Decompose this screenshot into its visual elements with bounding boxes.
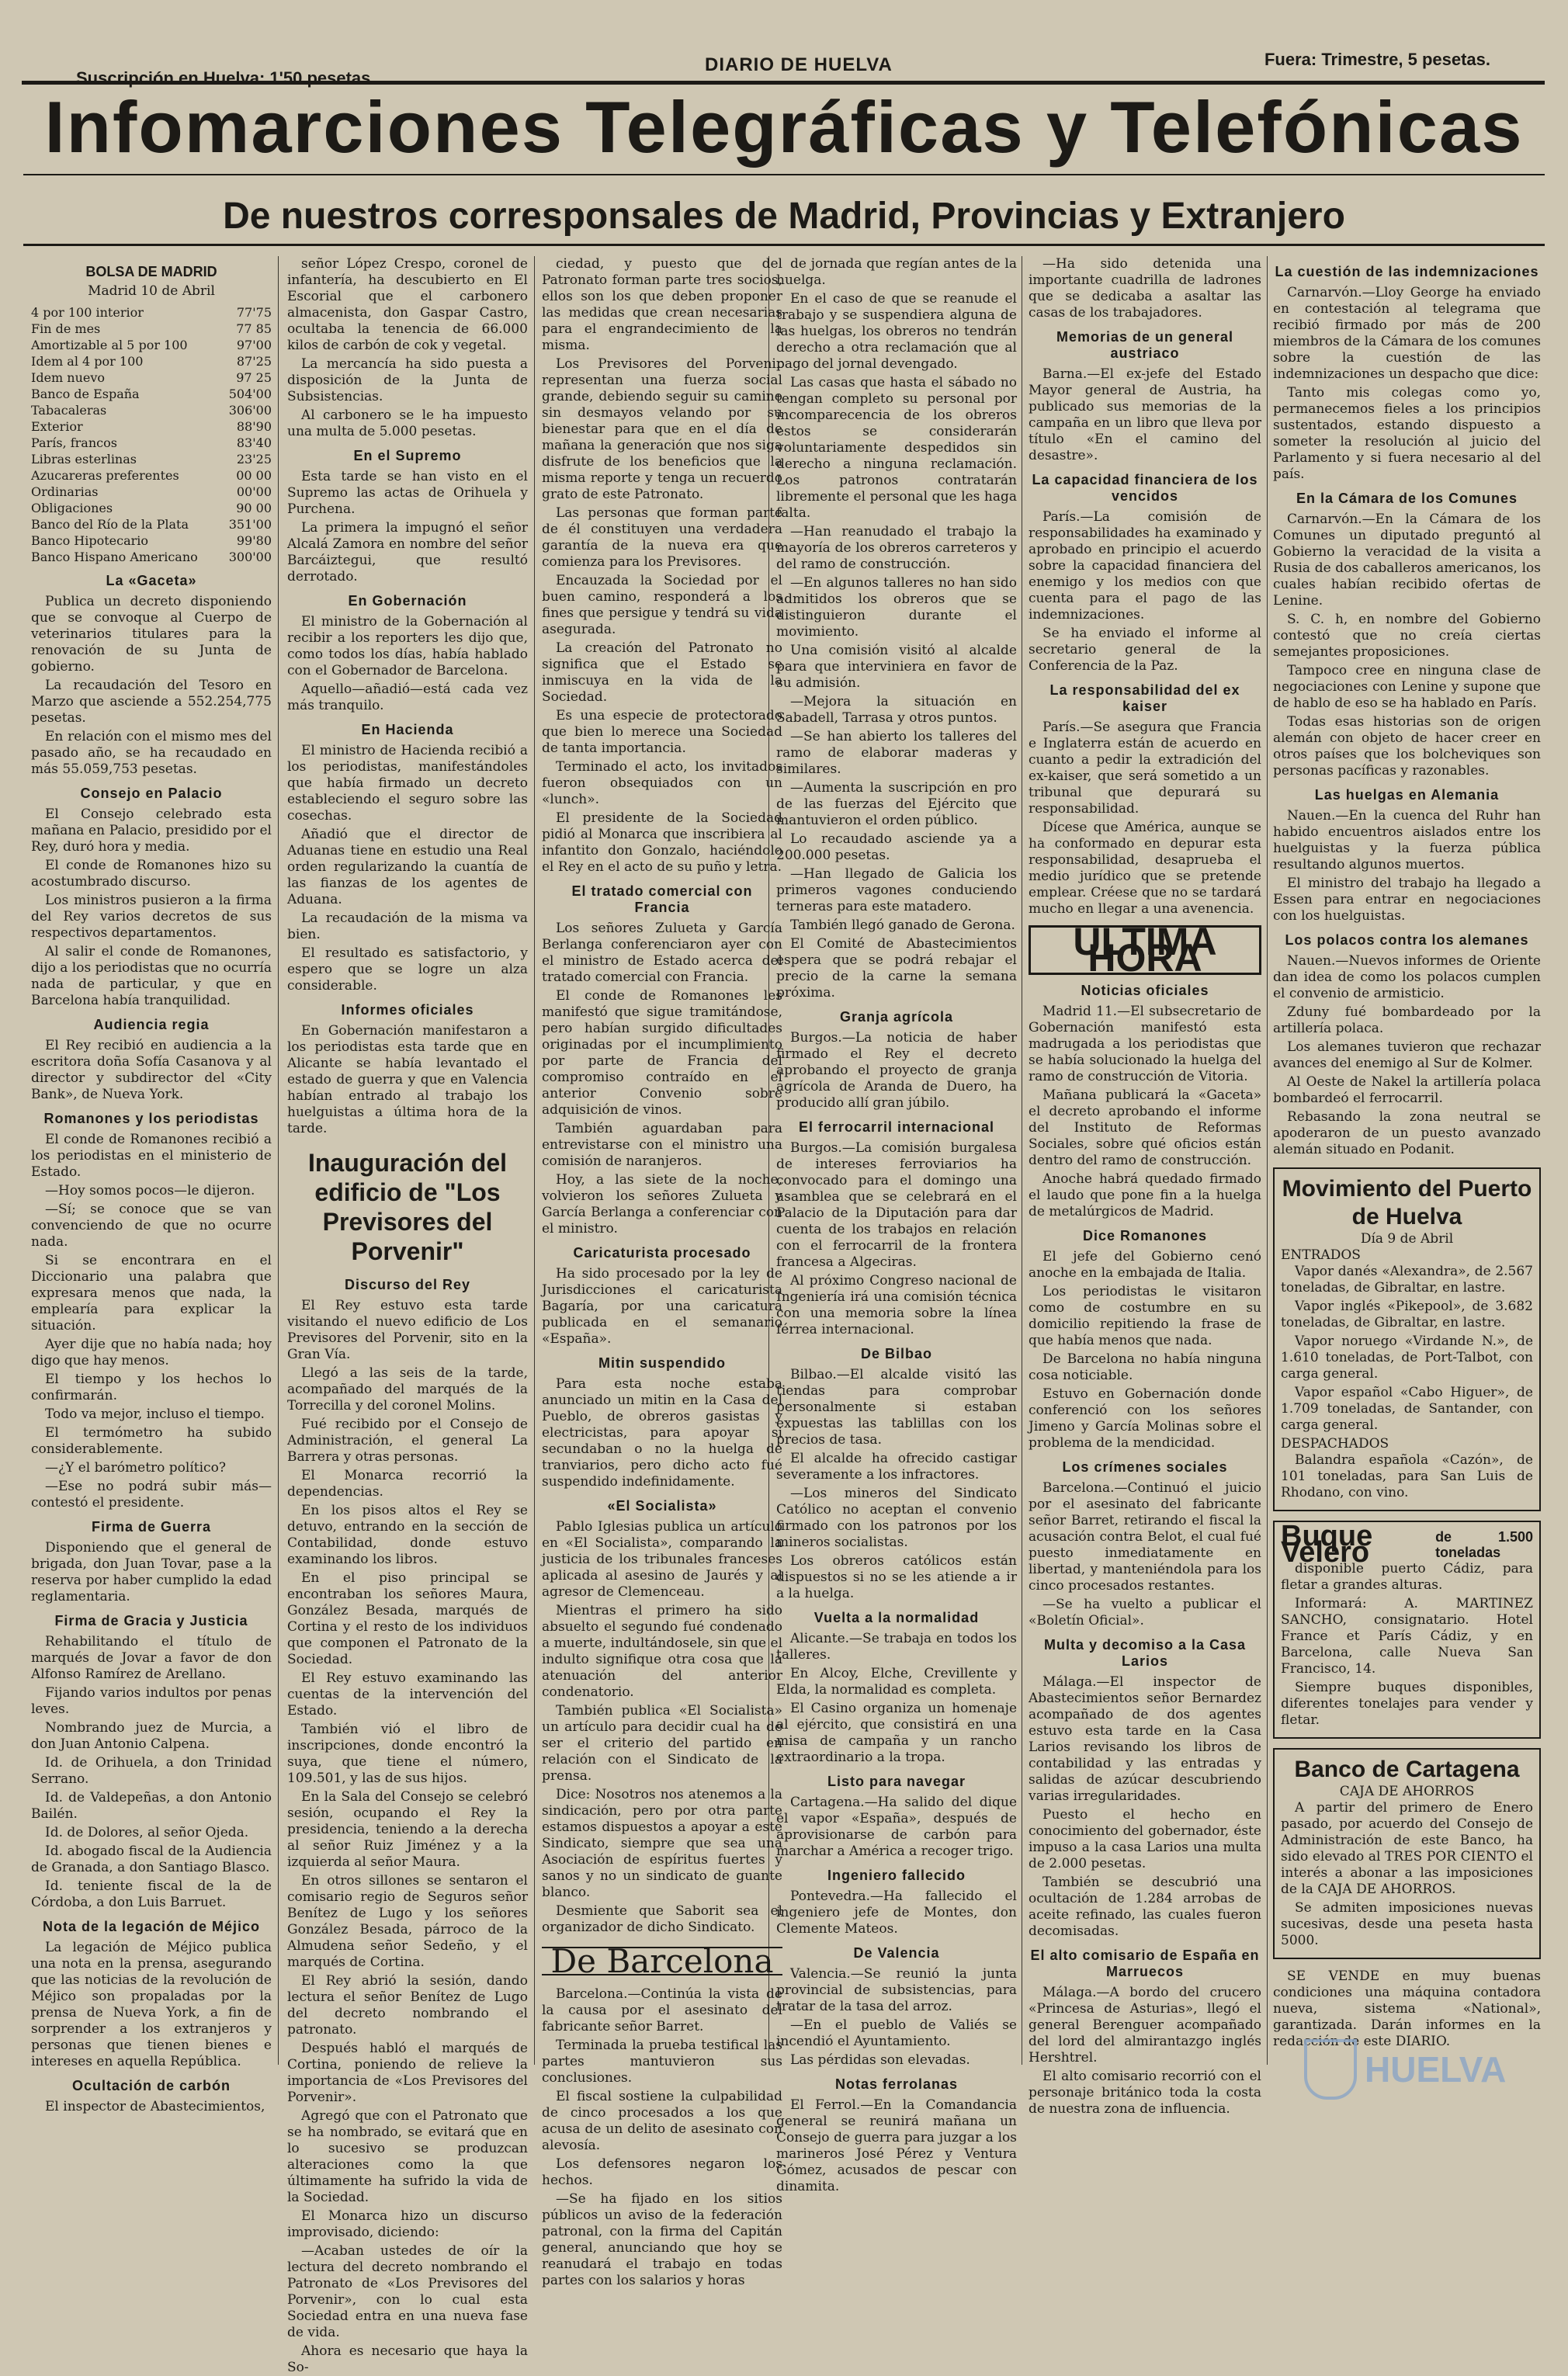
paragraph: Aquello—añadió—está cada vez más tranquilo. [287,682,528,713]
headline: En la Cámara de los Comunes [1296,491,1518,506]
paragraph: Se ha enviado el informe al secretario general de la Conferencia de la Paz. [1029,626,1261,674]
paragraph: En Alcoy, Elche, Crevillente y Elda, la normalidad es completa. [776,1666,1017,1698]
headline: Vuelta a la normalidad [813,1610,980,1625]
paragraph: La primera la impugnó el señor Alcalá Zamora en nombre del señor Barcáiztegui, que resultó derrotado. [287,520,528,584]
stock-value: 00 00 [236,468,272,483]
stock-name: Ordinarias [31,484,99,499]
stock-value: 23'25 [236,452,272,467]
paragraph: Alicante.—Se trabaja en todos los talleres. [776,1631,1017,1663]
ship-entry: Balandra española «Cazón», de 101 toneladas, para San Luis de Rhodano, con vino. [1281,1452,1533,1500]
paragraph: Desmiente que Saborit sea el organizador de dicho Sindicato. [542,1903,782,1935]
stock-value: 90 00 [236,501,272,515]
headline: En Hacienda [361,722,454,737]
headline: Caricaturista procesado [573,1245,751,1261]
paragraph: El Ferrol.—En la Comandancia general se reunirá mañana un Consejo de guerra para juzgar a los marineros José Pérez y Ventura Gómez, acusados de pescar con dinamita. [776,2097,1017,2194]
paragraph: El ministro de Hacienda recibió a los periodistas, manifestándoles que había firmado un decreto estableciendo el seguro sobre las cosechas. [287,743,528,824]
paragraph: Encauzada la Sociedad por el buen camino, responderá a los fines que persigue y tendrá su vida asegurada. [542,573,782,637]
paragraph: Una comisión visitó al alcalde para que interviniera en favor de su admisión. [776,643,1017,691]
paragraph: Ayer dije que no había nada; hoy digo que hay menos. [31,1337,272,1368]
banco-cartagena-ad [1273,1748,1541,1959]
subscription-local: Suscripción en Huelva: 1'50 pesetas [76,68,371,88]
stock-value: 504'00 [228,387,272,401]
top-line [22,45,1545,88]
stock-value: 00'00 [236,484,272,499]
banco-subtitle: CAJA DE AHORROS [1339,1784,1475,1799]
headline: Notas ferrolanas [834,2076,959,2092]
headline: La capacidad financiera de los vencidos [1032,472,1258,504]
paragraph: Pontevedra.—Ha fallecido el ingeniero jefe de Montes, don Clemente Mateos. [776,1889,1017,1937]
headline: Romanones y los periodistas [43,1111,259,1126]
headline: Multa y decomiso a la Casa Larios [1043,1637,1247,1669]
stock-row [31,386,272,402]
stock-name: Azucareras preferentes [31,468,179,483]
paragraph: La creación del Patronato no significa que el Estado se inmiscuya en la vida de la Sociedad. [542,640,782,705]
stock-name: Tabacaleras [31,403,107,418]
column-rule [278,256,279,2065]
stock-name: Banco del Río de la Plata [31,517,189,532]
paragraph: Pablo Iglesias publica un artículo en «El Socialista», comparando la justicia de los tribunales franceses aplicada al asesino de Jaurés y al agresor de Clemenceau. [542,1519,782,1600]
stock-name: Banco Hispano Americano [31,550,198,564]
paragraph: Anoche habrá quedado firmado el laudo que pone fin a la huelga de metalúrgicos de Madrid. [1029,1171,1261,1219]
stock-name: Amortizable al 5 por 100 [31,338,188,352]
headline: Ocultación de carbón [71,2078,231,2093]
paragraph: También llegó ganado de Gerona. [790,917,1015,933]
paragraph: Después habló el marqués de Cortina, poniendo de relieve la importancia de «Los Previsores del Porvenir». [287,2041,528,2105]
paragraph: También aguardaban para entrevistarse con el ministro una comisión de naranjeros. [542,1121,782,1169]
paragraph: —En algunos talleres no han sido admitidos los obreros que se distinguieron durante el movimiento. [776,575,1017,640]
paragraph: Barcelona.—Continuó el juicio por el asesinato del fabricante señor Barret, retirando el fiscal la acusación contra Belot, el cual fué puesto inmediatamente en libertad, y manteniéndola para los cinco procesados restantes. [1029,1480,1261,1594]
paragraph: —¿Y el barómetro político? [45,1460,226,1476]
column-1 [31,256,272,2114]
paragraph: S. C. h, en nombre del Gobierno contestó que no creía ciertas semejantes proposiciones. [1273,612,1541,660]
headline: Discurso del Rey [344,1277,471,1292]
paragraph: Barcelona.—Continúa la vista de la causa por el asesinato del fabricante señor Barret. [542,1986,782,2034]
stock-row [31,467,272,484]
paragraph: Id. de Orihuela, a don Trinidad Serrano. [31,1755,272,1787]
paragraph: Nauen.—Nuevos informes de Oriente dan idea de como los polacos cumplen el convenio de armisticio. [1273,953,1541,1001]
newspaper-name: DIARIO DE HUELVA [705,54,893,75]
headline: «El Socialista» [607,1498,717,1514]
paragraph: El conde de Romanones les manifestó que sigue tramitándose, pero habían surgido dificultades originadas por el incumplimiento por parte de Francia del compromiso contraído en el anterior Convenio sobre adquisición de vinos. [542,988,782,1118]
stock-row [31,418,272,435]
ad-text: disponible puerto Cádiz, para fletar a grandes alturas. [1281,1561,1533,1593]
masthead-title: Infomarciones Telegráficas y Telefónicas [23,81,1545,175]
paragraph: Ahora es necesario que haya la So- [287,2343,528,2375]
paragraph: De Barcelona no había ninguna cosa noticiable. [1029,1351,1261,1383]
paragraph: Al Oeste de Nakel la artillería polaca bombardeó el ferrocarril. [1273,1074,1541,1106]
paragraph: El termómetro ha subido considerablemente. [31,1425,272,1457]
headline: Ingeniero fallecido [827,1868,966,1883]
ad-text: Se admiten imposiciones nuevas sucesivas, desde una peseta hasta 5000. [1281,1900,1533,1948]
headline: Granja agrícola [839,1009,954,1025]
stock-row [31,402,272,418]
paragraph: La legación de Méjico publica una nota en la prensa, asegurando que las noticias de la revolución de Méjico son propaladas por la prensa de Nueva York, a fin de sorprender a los extranjeros y personas que tienen bienes e intereses en aquella República. [31,1940,272,2069]
paragraph: Agregó que con el Patronato que se ha nombrado, se evitará que en lo sucesivo se produzcan alteraciones como la que últimamente ha sufrido la vida de la Sociedad. [287,2108,528,2205]
headline: Audiencia regia [93,1017,210,1032]
paragraph: En Gobernación manifestaron a los periodistas esta tarde que en Alicante se había levantado el estado de guerra y que en Valencia habían entrado al trabajo los huelguistas a última hora de la tarde. [287,1023,528,1136]
stock-value: 88'90 [236,419,272,434]
paragraph: —Han reanudado el trabajo la mayoría de los obreros carreteros y del ramo de construcción. [776,524,1017,572]
stock-row [31,549,272,565]
stock-name: Obligaciones [31,501,113,515]
column-6 [1273,256,1541,2065]
paragraph: Añadió que el director de Aduanas tiene en estudio una Real orden regularizando la cuantía de las fianzas de los agentes de Aduana. [287,827,528,907]
paragraph: París.—Se asegura que Francia e Inglaterra están de acuerdo en cuanto a pedir la extradición del ex-kaiser, que será sometido a un tribunal que depurará su responsabilidad. [1029,720,1261,817]
stock-row [31,369,272,386]
paragraph: Lo recaudado asciende ya a 200.000 pesetas. [776,831,1017,863]
paragraph: Rehabilitando el título de marqués de Jovar a favor de don Alfonso Ramírez de Arellano. [31,1634,272,1682]
paragraph: Nauen.—En la cuenca del Ruhr han habido encuentros aislados entre los huelguistas y la fuerza pública resultando algunos muertos. [1273,808,1541,872]
headline: Las huelgas en Alemania [1314,787,1500,803]
huelva-watermark [1304,2034,1537,2104]
headline: Listo para navegar [827,1774,966,1789]
paragraph: Hoy, a las siete de la noche, volvieron los señores Zulueta y García Berlanga a conferenciar con el ministro. [542,1172,782,1237]
paragraph: Id. teniente fiscal de la de Córdoba, a don Luis Barruet. [31,1878,272,1910]
paragraph: El inspector de Abastecimientos, [45,2099,265,2114]
stock-row [31,451,272,467]
ship-entry: Vapor noruego «Virdande N.», de 1.610 toneladas, de Port-Talbot, con carga general. [1281,1334,1533,1382]
paragraph: Los obreros católicos están dispuestos si no se les atiende a ir a la huelga. [776,1553,1017,1601]
paragraph: Los periodistas le visitaron como de costumbre en su domicilio repitiendo la frase de que había menos que nada. [1029,1284,1261,1348]
paragraph: El alto comisario recorrió con el personaje británico toda la costa de nuestra zona de influencia. [1029,2069,1261,2117]
paragraph: Los señores Zulueta y García Berlanga conferenciaron ayer con el ministro de Estado acerca del tratado comercial con Francia. [542,921,782,985]
paragraph: También vió el libro de inscripciones, donde encontró la suya, que tiene el número, 109.501, y las de sus hijos. [287,1722,528,1786]
paragraph: —Los mineros del Sindicato Católico no aceptan el convenio firmado con los patronos por los mineros socialistas. [776,1486,1017,1550]
port-movement-box [1273,1167,1541,1511]
headline: Los polacos contra los alemanes [1285,932,1529,948]
stock-name: Banco Hipotecario [31,533,149,548]
paragraph: Carnarvón.—En la Cámara de los Comunes un diputado preguntó al Gobierno la veracidad de la visita a Rusia de dos caballeros americanos, los cuales habían recibido ofertas de Lenine. [1273,512,1541,609]
paragraph: Rebasando la zona neutral se apoderaron de un puesto avanzado alemán situado en Podanit. [1273,1109,1541,1157]
paragraph: El Monarca recorrió la dependencias. [287,1468,528,1500]
paragraph: El Rey recibió en audiencia a la escritora doña Sofía Casanova y al director y subdirector del «City Bank», de Nueva York. [31,1038,272,1102]
paragraph: También se descubrió una ocultación de 1.284 arrobas de aceite refinado, las cuales fueron decomisadas. [1029,1875,1261,1939]
paragraph: Mientras el primero ha sido absuelto el segundo fué condenado a muerte, indultándosele, sin que el indulto signifique otra cosa que la atenuación del anterior condenatorio. [542,1603,782,1700]
stock-table [31,304,272,565]
stock-title: BOLSA DE MADRID [85,264,217,279]
headline: Informes oficiales [341,1002,474,1018]
ad-text: Siempre buques disponibles, diferentes tonelajes para vender y fletar. [1281,1680,1533,1728]
paragraph: Zduny fué bombardeado por la artillería polaca. [1273,1004,1541,1036]
column-3 [542,256,782,2288]
paragraph: Málaga.—A bordo del crucero «Princesa de Asturias», llegó el general Berenguer acompañado del lord del almirantazgo inglés Hershtrel. [1029,1985,1261,2066]
paragraph: —Se han abierto los talleres del ramo de elaborar maderas y similares. [776,729,1017,777]
paragraph: El conde de Romanones recibió a los periodistas en el ministerio de Estado. [31,1132,272,1180]
paragraph: —Ha sido detenida una importante cuadrilla de ladrones que se dedicaba a asaltar las casas de los trabajadores. [1029,256,1261,321]
paragraph: Publica un decreto disponiendo que se convoque al Cuerpo de veterinarios titulares para la renovación de su Junta de gobierno. [31,594,272,675]
headline: Mitin suspendido [598,1355,726,1371]
column-4 [776,256,1017,2194]
paragraph: Cartagena.—Ha salido del dique el vapor «España», después de aprovisionarse de carbón para marchar a América a recoger trigo. [776,1795,1017,1859]
headline: De Bilbao [860,1346,932,1361]
paragraph: —Sí; se conoce que se van convenciendo de que no ocurre nada. [31,1202,272,1250]
paragraph: Mañana publicará la «Gaceta» el decreto aprobando el informe del Instituto de Reformas Sociales, sobre qué oficios están dentro del ramo de construcción. [1029,1087,1261,1168]
paragraph: Estuvo en Gobernación donde conferenció con los señores Jimeno y García Molinas sobre el problema de la mendicidad. [1029,1386,1261,1451]
paragraph: El alcalde ha ofrecido castigar severamente a los infractores. [776,1451,1017,1483]
paragraph: Id. de Valdepeñas, a don Antonio Bailén. [31,1790,272,1822]
stock-value: 97 25 [236,370,272,385]
paragraph: Las pérdidas son elevadas. [790,2052,970,2068]
paragraph: Id. de Dolores, al señor Ojeda. [45,1825,249,1840]
paragraph: En la Sala del Consejo se celebró sesión, ocupando el Rey la presidencia, teniendo a la derecha al señor Ruiz Jiménez y a la izquierda al señor Maura. [287,1789,528,1870]
paragraph: En otros sillones se sentaron el comisario regio de Seguros señor Benítez de Lugo y los señores González Besada, párroco de la Almudena señor Sedeño, y el marqués de Cortina. [287,1873,528,1970]
despachados-label: DESPACHADOS [1281,1436,1389,1452]
feature-headline: Inauguración del edificio de "Los Previsores del Porvenir" [307,1149,508,1265]
buque-title: Buque Velero [1281,1520,1373,1569]
barcelona-headline: De Barcelona [542,1947,782,1975]
buque-tonnage: de 1.500 toneladas [1435,1529,1533,1560]
paragraph: Carnarvón.—Lloy George ha enviado en contestación al telegrama que recibió firmado por más de 200 miembros de la Cámara de los comunes sobre la cuestión de las indemnizaciones un despacho que dice: [1273,285,1541,382]
paragraph: —Han llegado de Galicia los primeros vagones conduciendo terneras para este matadero. [776,866,1017,914]
paragraph: Burgos.—La comisión burgalesa de intereses ferroviarios ha convocado para el domingo una asamblea que se celebrará en el Palacio de la Diputación para dar cuenta de los trabajos en relación con el ferrocarril de la frontera francesa a Algeciras. [776,1140,1017,1270]
entrados-label: ENTRADOS [1281,1247,1361,1263]
headline: Firma de Guerra [91,1519,212,1535]
paragraph: Ha sido procesado por la ley de Jurisdicciones el caricaturista Bagaría, por una caricatura publicada en el semanario «España». [542,1266,782,1347]
paragraph: ciedad, y puesto que del Patronato forman parte tres socios, ellos son los que deben proponer las medidas que crean necesarias para el engrandecimiento de la misma. [542,256,782,353]
paragraph: Puesto el hecho en conocimiento del gobernador, éste impuso a la casa Larios una multa de 2.000 pesetas. [1029,1807,1261,1871]
headline: El alto comisario de España en Marruecos [1030,1948,1260,1979]
ad-text: A partir del primero de Enero pasado, por acuerdo del Consejo de Administración de este Banco, ha sido elevado al TRES POR CIENTO el interés a abonar a las imposiciones de la CAJA DE AHORROS. [1281,1800,1533,1897]
paragraph: París.—La comisión de responsabilidades ha examinado y aprobado en principio el acuerdo sobre la capacidad financiera del enemigo y los medios con que cuenta para el pago de las indemnizaciones. [1029,509,1261,623]
watermark-text: HUELVA [1365,2049,1507,2090]
banco-title: Banco de Cartagena [1294,1757,1520,1782]
stock-value: 87'25 [236,354,272,369]
stock-name: Idem al 4 por 100 [31,354,144,369]
paragraph: En los pisos altos el Rey se detuvo, entrando en la sección de Contabilidad, donde estuvo examinando los libros. [287,1503,528,1567]
paragraph: Tanto mis colegas como yo, permanecemos fieles a los principios sustentados, estando dispuesto a someter la resolución al juicio del Parlamento y si fuera necesario al del país. [1273,385,1541,482]
headline: El tratado comercial con Francia [571,883,753,915]
headline: Firma de Gracia y Justicia [54,1613,248,1629]
se-vende-ad: SE VENDE en muy buenas condiciones una máquina contadora nueva, sistema «National», garantizada. Darán informes en la redacción de este DIARIO. [1273,1968,1541,2049]
stock-name: Fin de mes [31,321,101,336]
paragraph: Bilbao.—El alcalde visitó las tiendas para comprobar personalmente si estaban expuestas las tablillas con los precios de tasa. [776,1367,1017,1448]
stock-value: 83'40 [236,435,272,450]
paragraph: Fijando varios indultos por penas leves. [31,1685,272,1717]
stock-value: 300'00 [228,550,272,564]
headline: Consejo en Palacio [80,786,223,801]
paragraph: Llegó a las seis de la tarde, acompañado del marqués de la Torrecilla y del coronel Molins. [287,1365,528,1413]
paragraph: El fiscal sostiene la culpabilidad de cinco procesados a los que acusa de un delito de asesinato con alevosía. [542,2089,782,2153]
stock-row [31,500,272,516]
paragraph: Terminada la prueba testifical las partes mantuvieron sus conclusiones. [542,2038,782,2086]
paragraph: El tiempo y los hechos lo confirmarán. [31,1372,272,1403]
stock-value: 351'00 [228,517,272,532]
paragraph: Disponiendo que el general de brigada, don Juan Tovar, pase a la reserva por haber cumplido la edad reglamentaria. [31,1540,272,1604]
paragraph: En relación con el mismo mes del pasado año, se ha recaudado en más 55.059,753 pesetas. [31,729,272,777]
headline: El ferrocarril internacional [798,1119,995,1135]
headline: Memorias de un general austriaco [1056,329,1234,361]
paragraph: —Ese no podrá subir más—contestó el presidente. [31,1479,272,1511]
paragraph: Para esta noche estaba anunciado un mitin en la Casa del Pueblo, de obreros gasistas y electricistas, para apoyar si secundaban o no la huelga de tranviarios, pero dicho acto fué suspendido indefinidamente. [542,1376,782,1490]
paragraph: El ministro de la Gobernación al recibir a los reporters les dijo que, como todos los días, había hablado con el Gobernador de Barcelona. [287,614,528,678]
column-2 [287,256,528,2375]
paragraph: Las casas que hasta el sábado no tengan completo su personal por incomparecencia de los obreros estos se considerarán voluntariamente despedidos sin derecho a ninguna reclamación. Los patronos contratarán libremente el personal que les haga falta. [776,375,1017,521]
stock-row [31,337,272,353]
paragraph: Barna.—El ex-jefe del Estado Mayor general de Austria, ha publicado sus memorias de la campaña en un libro que lleva por título «En el camino del desastre». [1029,366,1261,463]
paragraph: Todas esas historias son de origen alemán con objeto de hacer creer en otros países que los bolcheviques son personas pacíficas y razonables. [1273,714,1541,779]
paragraph: Al próximo Congreso nacional de Ingeniería irá una comisión técnica con una memoria sobre la línea férrea internacional. [776,1273,1017,1337]
stock-name: Libras esterlinas [31,452,137,467]
stock-row [31,321,272,337]
stock-name: Exterior [31,419,83,434]
ad-text: Informará: A. MARTINEZ SANCHO, consignatario. Hotel France et París Cádiz, y en Barcelona, calle Nueva San Francisco, 14. [1281,1596,1533,1677]
paragraph: Id. abogado fiscal de la Audiencia de Granada, a don Santiago Blasco. [31,1844,272,1875]
paragraph: —Se ha vuelto a publicar el «Boletín Oficial». [1029,1597,1261,1629]
paragraph: Si se encontrara en el Diccionario una palabra que expresara menos que nada, la emplearía para explicar la situación. [31,1253,272,1334]
paragraph: —Hoy somos pocos—le dijeron. [45,1183,255,1198]
paragraph: Madrid 11.—El subsecretario de Gobernación manifestó esta madrugada a los periodistas que se había solucionado la huelga del ramo de construcción de Vitoria. [1029,1004,1261,1084]
paragraph: El presidente de la Sociedad pidió al Monarca que inscribiera al infantito don Gonzalo, haciéndolo el Rey en el acto de su puño y letra. [542,810,782,875]
headline: La cuestión de las indemnizaciones [1275,264,1539,279]
column-rule [1267,256,1268,2065]
paragraph: El jefe del Gobierno cenó anoche en la embajada de Italia. [1029,1249,1261,1281]
paragraph: Al carbonero se le ha impuesto una multa de 5.000 pesetas. [287,408,528,439]
headline: La «Gaceta» [106,573,197,588]
paragraph: Esta tarde se han visto en el Supremo las actas de Orihuela y Purchena. [287,469,528,517]
paragraph: El Rey estuvo esta tarde visitando el nuevo edificio de Los Previsores del Porvenir, sito en la Gran Vía. [287,1298,528,1362]
stock-row [31,353,272,369]
paragraph: La recaudación del Tesoro en Marzo que asciende a 552.254,775 pesetas. [31,678,272,726]
stock-name: 4 por 100 interior [31,305,144,320]
column-rule [534,256,535,2065]
paragraph: —Se ha fijado en los sitios públicos un aviso de la federación patronal, con la firma del Capitán general, anunciando que hoy se reanudará el trabajo en todas partes con los salarios y horas [542,2191,782,2288]
paragraph: Fué recibido por el Consejo de Administración, el general La Barrera y otras personas. [287,1417,528,1465]
paragraph: Los ministros pusieron a la firma del Rey varios decretos de sus respectivos departamentos. [31,893,272,941]
paragraph: El Consejo celebrado esta mañana en Palacio, presidido por el Rey, duró hora y media. [31,806,272,855]
stock-value: 99'80 [236,533,272,548]
paragraph: Al salir el conde de Romanones, dijo a los periodistas que no ocurría nada de particular, y que en Barcelona había tranquilidad. [31,944,272,1008]
stock-date: Madrid 10 de Abril [88,283,215,299]
headline: En Gobernación [348,593,467,609]
paragraph: Nombrando juez de Murcia, a don Juan Antonio Calpena. [31,1720,272,1752]
stock-row [31,435,272,451]
paragraph: En el caso de que se reanude el trabajo y se suspendiera alguna de las huelgas, los obreros no tendrán derecho a otra reclamación que al pago del jornal devengado. [776,291,1017,372]
headline: De Valencia [853,1945,940,1961]
stock-row [31,304,272,321]
paragraph: El Rey abrió la sesión, dando lectura el señor Benítez de Lugo del decreto nombrando el patronato. [287,1973,528,2038]
stock-value: 77'75 [236,305,272,320]
paragraph: Los alemanes tuvieron que rechazar avances del enemigo al Sur de Kolmer. [1273,1039,1541,1071]
column-5 [1029,256,1261,2117]
paragraph: —En el pueblo de Valiés se incendió el Ayuntamiento. [776,2017,1017,2049]
paragraph: La mercancía ha sido puesta a disposición de la Junta de Subsistencias. [287,356,528,404]
ship-entry: Vapor danés «Alexandra», de 2.567 toneladas, de Gibraltar, en lastre. [1281,1264,1533,1296]
paragraph: de jornada que regían antes de la huelga. [776,256,1017,288]
port-movement-title: Movimiento del Puerto de Huelva [1282,1176,1532,1230]
stock-value: 306'00 [228,403,272,418]
subhead-title: De nuestros corresponsales de Madrid, Provincias y Extranjero [23,189,1545,246]
paragraph: Todo va mejor, incluso el tiempo. [45,1407,265,1422]
paragraph: El Comité de Abastecimientos espera que se podrá rebajar el precio de la carne la semana próxima. [776,936,1017,1001]
paragraph: señor López Crespo, coronel de infantería, ha descubierto en El Escorial que el carbonero almacenista, don Gaspar Castro, ocultaba la tenencia de 66.000 kilos de carbón de cok y vegetal. [287,256,528,353]
shield-icon [1304,2039,1357,2100]
paragraph: El Casino organiza un homenaje al ejército, que consistirá en una misa de campaña y un rancho extraordinario a la tropa. [776,1701,1017,1765]
paragraph: Los Previsores del Porvenir representan una fuerza social grande, debiendo seguir su camino sin desmayos velando por su bienestar para que en el día de mañana la generación que nos siga disfrute de los beneficios que la misma reporte y tenga un recuerdo grato de este Patronato. [542,356,782,502]
paragraph: El resultado es satisfactorio, y espero que se logre un alza considerable. [287,945,528,994]
stock-value: 97'00 [236,338,272,352]
stock-row [31,516,272,532]
stock-row [31,484,272,500]
ship-entry: Vapor español «Cabo Higuer», de 1.709 toneladas, de Santander, con carga general. [1281,1385,1533,1433]
paragraph: Málaga.—El inspector de Abastecimientos señor Bernardez acompañado de dos agentes estuvo esta tarde en la Casa Larios revisando los libros de contabilidad y las entradas y salidas de azúcar descubriendo varias irregularidades. [1029,1674,1261,1804]
headline: Dice Romanones [1082,1228,1208,1243]
paragraph: —Aumenta la suscripción en pro de las fuerzas del Ejército que mantuvieron el orden público. [776,780,1017,828]
headline: La responsabilidad del ex kaiser [1049,682,1240,714]
paragraph: —Acaban ustedes de oír la lectura del decreto nombrando el Patronato de «Los Previsores del Porvenir», con lo cual esta Sociedad entra en una nueva fase de vida. [287,2243,528,2340]
paragraph: Es una especie de protectorado que bien lo merece una Sociedad de tanta importancia. [542,708,782,756]
paragraph: Las personas que forman parte de él constituyen una verdadera garantía de la nueva era que comienza para los Previsores. [542,505,782,570]
paragraph: El Rey estuvo examinando las cuentas de la intervención del Estado. [287,1670,528,1719]
paragraph: En el piso principal se encontraban los señores Maura, González Besada, marqués de Cortina y el resto de los individuos que componen el Patronato de la Sociedad. [287,1570,528,1667]
ship-entry: Vapor inglés «Pikepool», de 3.682 toneladas, de Gibraltar, en lastre. [1281,1299,1533,1330]
stock-name: París, francos [31,435,117,450]
stock-name: Banco de España [31,387,140,401]
port-date: Día 9 de Abril [1360,1231,1454,1247]
headline: Nota de la legación de Méjico [42,1919,261,1934]
headline: Los crímenes sociales [1062,1459,1228,1475]
paragraph: Dice: Nosotros nos atenemos a la sindicación, pero por otra parte estamos dispuestos a apoyar a este Sindicato, siempre que sea una Asociación de espíritus fuertes y sanos y no un sindicato de guante blanco. [542,1787,782,1900]
subscription-out: Fuera: Trimestre, 5 pesetas. [1264,50,1490,69]
paragraph: El ministro del trabajo ha llegado a Essen para entrar en negociaciones con los huelguistas. [1273,876,1541,924]
stock-name: Idem nuevo [31,370,106,385]
headline: Noticias oficiales [1081,983,1209,998]
paragraph: Valencia.—Se reunió la junta provincial de subsistencias, para tratar de la tasa del arroz. [776,1966,1017,2014]
headline: En el Supremo [353,448,462,463]
paragraph: Dícese que América, aunque se ha conformado en depurar esta responsabilidad, desaprueba el medio jurídico que se pretende emplear. Créese que no se tardará mucho en llegar a una avenencia. [1029,820,1261,917]
paragraph: Tampoco cree en ninguna clase de negociaciones con Lenine y supone que de hablo de eso se ha hablado en París. [1273,663,1541,711]
ultima-hora-headline: ULTIMA HORA [1029,925,1261,975]
paragraph: El Monarca hizo un discurso improvisado, diciendo: [287,2208,528,2240]
paragraph: También publica «El Socialista» un artículo para decidir cual ha de ser el criterio del partido en relación con el Sindicato de la prensa. [542,1703,782,1784]
paragraph: La recaudación de la misma va bien. [287,911,528,942]
buque-heading [1281,1520,1533,1569]
paragraph: Burgos.—La noticia de haber firmado el Rey el decreto aprobando el proyecto de granja agrícola de Aranda de Duero, ha producido allí gran júbilo. [776,1030,1017,1111]
stock-row [31,532,272,549]
stock-value: 77 85 [236,321,272,336]
paragraph: Los defensores negaron los hechos. [542,2156,782,2188]
paragraph: Terminado el acto, los invitados fueron obsequiados con un «lunch». [542,759,782,807]
paragraph: —Mejora la situación en Sabadell, Tarrasa y otros puntos. [776,694,1017,726]
paragraph: El conde de Romanones hizo su acostumbrado discurso. [31,858,272,890]
buque-velero-ad [1273,1521,1541,1739]
